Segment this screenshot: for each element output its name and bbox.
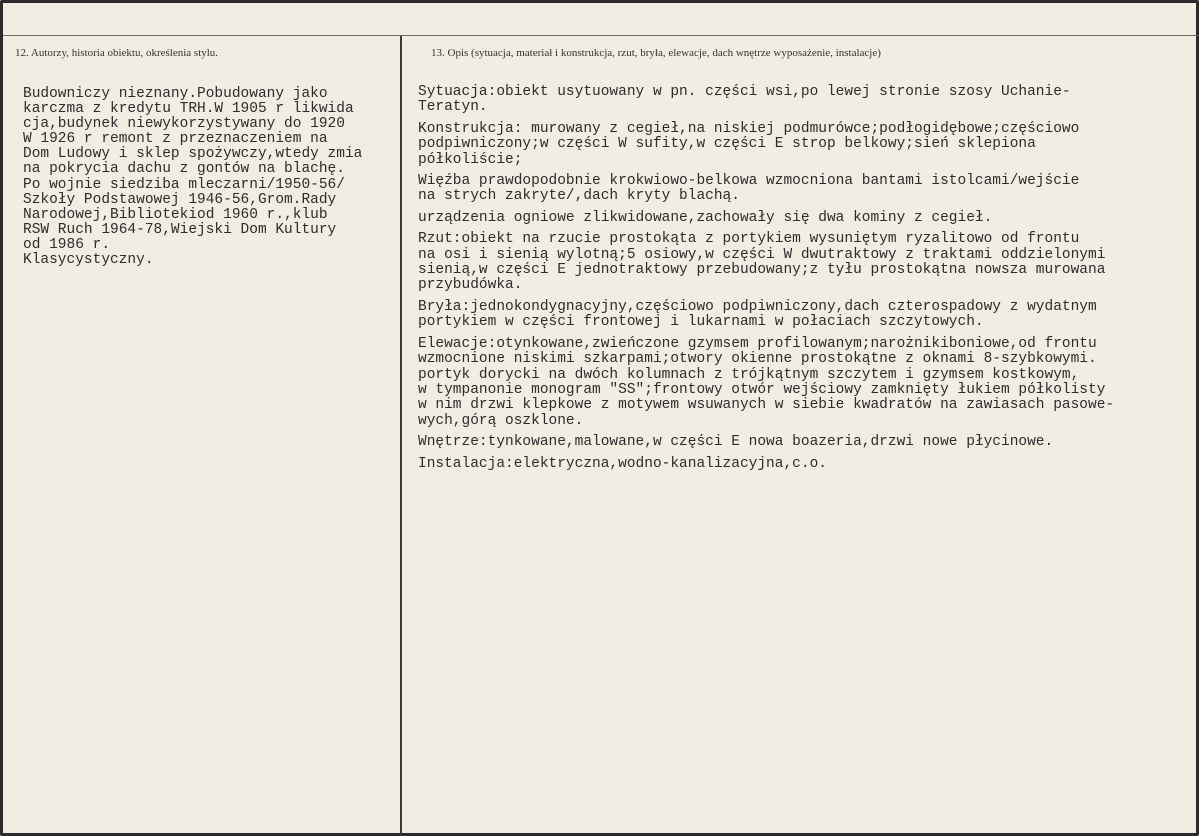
description-line: urządzenia ogniowe zlikwidowane,zachowały się dwa kominy z cegieł. [418, 209, 993, 226]
description-line: Sytuacja:obiekt usytuowany w pn. części wsi,po lewej stronie szosy Uchanie- [418, 84, 1071, 100]
description-line: Teratyn. [418, 99, 488, 116]
history-line: Po wojnie siedziba mleczarni/1950-56/ [23, 176, 345, 193]
history-line: Dom Ludowy i sklep spożywczy,wtedy zmia [23, 146, 363, 163]
description-line: podpiwniczony;w części W sufity,w części E strop belkowy;sień sklepiona [418, 136, 1036, 153]
history-line: Budowniczy nieznany.Pobudowany jako [23, 86, 328, 102]
history-line: na pokrycia dachu z gontów na blachę. [23, 161, 345, 178]
history-text [23, 87, 403, 268]
description-line: w tympanonie monogram "SS";frontowy otwór wejściowy zamknięty łukiem półkolisty [418, 381, 1106, 398]
description-line: Rzut:obiekt na rzucie prostokąta z portykiem wysuniętym ryzalitowo od frontu [418, 231, 1080, 248]
description-line: Instalacja:elektryczna,wodno-kanalizacyjna,c.o. [418, 455, 827, 472]
history-line: W 1926 r remont z przeznaczeniem na [23, 131, 328, 148]
description-line: na osi i sienią wylotną;5 osiowy,w części W dwutraktowy z traktami oddzielonymi [418, 246, 1106, 263]
description-line: Wnętrze:tynkowane,malowane,w części E nowa boazeria,drzwi nowe płycinowe. [418, 434, 1054, 451]
description-line: wych,górą oszklone. [418, 412, 584, 429]
history-line: RSW Ruch 1964-78,Wiejski Dom Kultury [23, 221, 337, 238]
history-line: Szkoły Podstawowej 1946-56,Grom.Rady [23, 191, 337, 208]
top-rule [3, 35, 1198, 36]
history-line: cja,budynek niewykorzystywany do 1920 [23, 116, 345, 133]
description-paragraph [418, 300, 1199, 331]
description-line: Elewacje:otynkowane,zwieńczone gzymsem profilowanym;narożnikiboniowe,od frontu [418, 335, 1097, 352]
description-paragraph [418, 211, 1199, 226]
description-paragraph [418, 457, 1199, 472]
description-line: przybudówka. [418, 277, 523, 294]
description-line: Konstrukcja: murowany z cegieł,na niskiej podmurówce;podłogidębowe;częściowo [418, 120, 1080, 137]
description-line: portyk dorycki na dwóch kolumnach z trójkątnym szczytem i gzymsem kostkowym, [418, 366, 1080, 383]
description-paragraph [418, 174, 1199, 205]
description-paragraph [418, 122, 1199, 168]
description-text [418, 85, 1199, 478]
history-line: Klasycystyczny. [23, 252, 154, 269]
description-paragraph [418, 85, 1199, 116]
description-paragraph [418, 232, 1199, 294]
right-section-title: 13. Opis (sytuacja, materiał i konstrukcja, rzut, bryła, elewacje, dach wnętrze wyposażenie, instalacje) [431, 47, 881, 59]
history-line: Narodowej,Bibliotekiod 1960 r.,klub [23, 206, 328, 223]
history-line: karczma z kredytu TRH.W 1905 r likwida [23, 101, 354, 118]
description-paragraph [418, 337, 1199, 429]
history-line: od 1986 r. [23, 236, 111, 253]
description-line: na strych zakryte/,dach kryty blachą. [418, 188, 740, 205]
description-line: w nim drzwi klepkowe z motywem wsuwanych w siebie kwadratów na zawiasach pasowe- [418, 397, 1115, 414]
left-section-title: 12. Autorzy, historia obiektu, określenia stylu. [15, 47, 219, 59]
description-paragraph [418, 435, 1199, 450]
description-line: Więźba prawdopodobnie krokwiowo-belkowa wzmocniona bantami istolcami/wejście [418, 173, 1080, 190]
description-line: półkoliście; [418, 151, 523, 168]
description-line: sienią,w części E jednotraktowy przebudowany;z tyłu prostokątna nowsza murowana [418, 262, 1106, 279]
description-line: portykiem w części frontowej i lukarnami w połaciach szczytowych. [418, 314, 984, 331]
description-line: wzmocnione niskimi szkarpami;otwory okienne prostokątne z oknami 8-szybkowymi. [418, 351, 1097, 368]
description-line: Bryła:jednokondygnacyjny,częściowo podpiwniczony,dach czterospadowy z wydatnym [418, 298, 1097, 315]
